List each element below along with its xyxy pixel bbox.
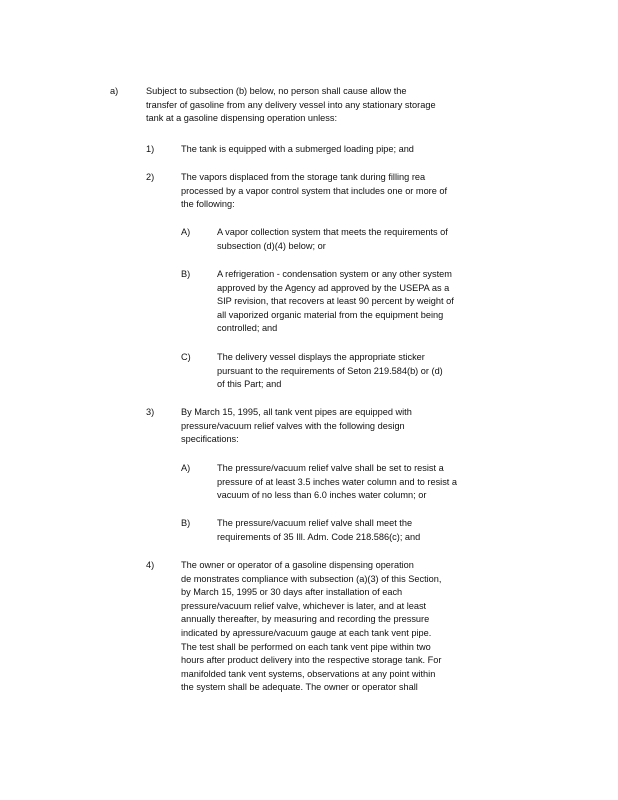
section-label: a) bbox=[110, 86, 119, 96]
text-line: pressure of at least 3.5 inches water column and to resist a bbox=[217, 476, 458, 487]
subitem-text bbox=[217, 226, 515, 253]
text-line: all vaporized organic material from the equipment being bbox=[217, 309, 444, 320]
text-line: de monstrates compliance with subsection (a)(3) of this Section, bbox=[181, 573, 442, 584]
text-line: A refrigeration - condensation system or any other system bbox=[217, 269, 452, 279]
item-label: 4) bbox=[146, 560, 155, 570]
item-label: 2) bbox=[146, 172, 155, 182]
subitem-label: A) bbox=[181, 227, 191, 237]
text-line: Subject to subsection (b) below, no person shall cause allow the bbox=[146, 86, 407, 96]
text-line: SIP revision, that recovers at least 90 percent by weight of bbox=[217, 296, 454, 307]
subitem-text bbox=[217, 268, 522, 336]
text-line: of this Part; and bbox=[217, 379, 282, 390]
text-line: controlled; and bbox=[217, 323, 278, 334]
text-line: specifications: bbox=[181, 434, 239, 445]
item-text bbox=[181, 171, 519, 212]
text-line: pressure/vacuum relief valves with the following design bbox=[181, 420, 405, 431]
text-line: The owner or operator of a gasoline dispensing operation bbox=[181, 560, 414, 570]
text-line: processed by a vapor control system that includes one or more of bbox=[181, 185, 448, 196]
item-text bbox=[181, 406, 473, 447]
text-line: the system shall be adequate. The owner or operator shall bbox=[181, 682, 418, 693]
subitem-text bbox=[217, 351, 502, 392]
text-line: transfer of gasoline from any delivery vessel into any stationary storage bbox=[146, 99, 436, 110]
section-text bbox=[146, 85, 508, 126]
subitem-label: B) bbox=[181, 269, 191, 279]
item-text bbox=[181, 143, 481, 157]
text-line: The vapors displaced from the storage tank during filling rea bbox=[181, 172, 426, 182]
text-line: hours after product delivery into the respective storage tank. For bbox=[181, 655, 442, 666]
text-line: the following: bbox=[181, 199, 235, 210]
text-line: The tank is equipped with a submerged loading pipe; and bbox=[181, 144, 414, 154]
text-line: requirements of 35 Ill. Adm. Code 218.586(c); and bbox=[217, 531, 421, 542]
text-line: vacuum of no less than 6.0 inches water column; or bbox=[217, 490, 427, 501]
subitem-label: A) bbox=[181, 463, 191, 473]
subitem-text bbox=[217, 517, 475, 544]
text-line: A vapor collection system that meets the requirements of bbox=[217, 227, 448, 237]
text-line: The test shall be performed on each tank vent pipe within two bbox=[181, 641, 431, 652]
text-line: pressure/vacuum relief valve, whichever is later, and at least bbox=[181, 600, 427, 611]
text-line: pursuant to the requirements of Seton 219.584(b) or (d) bbox=[217, 365, 443, 376]
text-line: annually thereafter, by measuring and recording the pressure bbox=[181, 614, 430, 625]
text-line: indicated by apressure/vacuum gauge at each tank vent pipe. bbox=[181, 627, 432, 638]
text-line: by March 15, 1995 or 30 days after installation of each bbox=[181, 587, 403, 598]
text-line: tank at a gasoline dispensing operation unless: bbox=[146, 113, 338, 124]
text-line: By March 15, 1995, all tank vent pipes are equipped with bbox=[181, 407, 412, 417]
text-line: The pressure/vacuum relief valve shall be set to resist a bbox=[217, 463, 444, 473]
item-label: 3) bbox=[146, 407, 155, 417]
item-label: 1) bbox=[146, 144, 155, 154]
subitem-label: B) bbox=[181, 518, 191, 528]
text-line: manifolded tank vent systems, observations at any point within bbox=[181, 668, 436, 679]
subitem-label: C) bbox=[181, 352, 191, 362]
subitem-text bbox=[217, 462, 523, 503]
text-line: The pressure/vacuum relief valve shall meet the bbox=[217, 518, 413, 528]
item-text bbox=[181, 559, 515, 695]
text-line: approved by the Agency ad approved by the USEPA as a bbox=[217, 282, 450, 293]
text-line: The delivery vessel displays the appropriate sticker bbox=[217, 352, 425, 362]
text-line: subsection (d)(4) below; or bbox=[217, 240, 326, 251]
